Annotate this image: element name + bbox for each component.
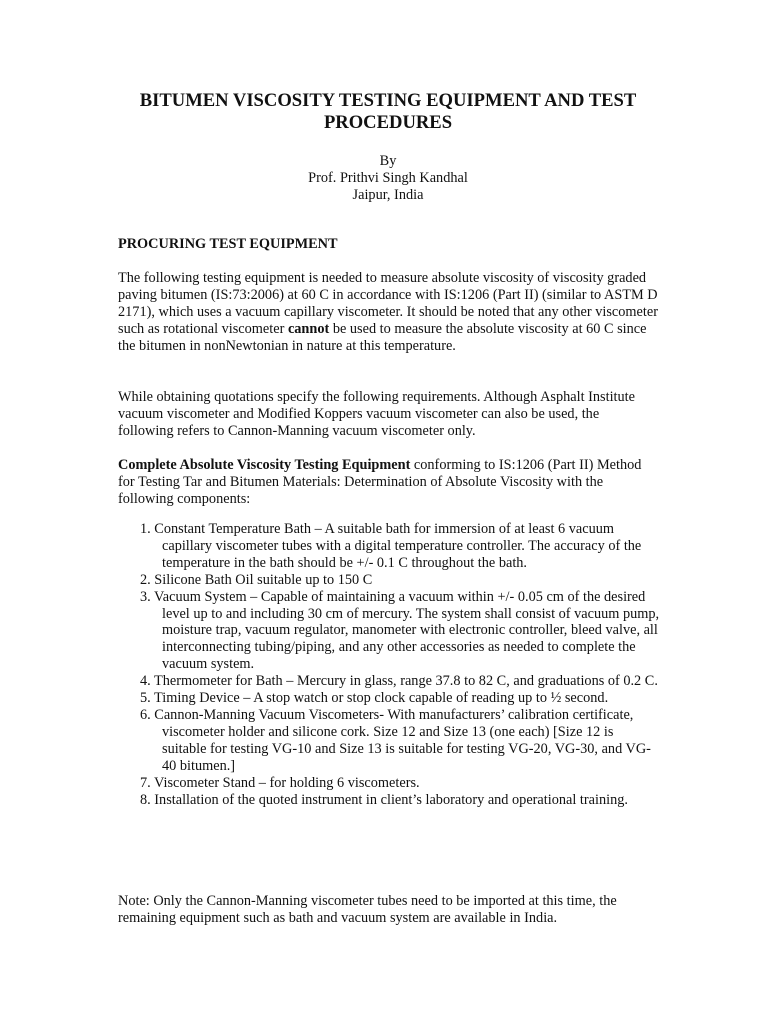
- paragraph-equipment-intro: [118, 270, 658, 355]
- note-paragraph: Note: Only the Cannon-Manning viscometer tubes need to be imported at this time, the remaining equipment such as bath and vacuum system are available in India.: [118, 893, 617, 926]
- list-item: 2. Silicone Bath Oil suitable up to 150 C: [140, 571, 373, 588]
- list-item: 8. Installation of the quoted instrument in client’s laboratory and operational training.: [140, 791, 628, 808]
- list-item: 3. Vacuum System – Capable of maintaining a vacuum within +/- 0.05 cm of the desired level up to and including 30 cm of mercury. The system shall consist of vacuum pump, moisture trap, vacuum regulator, manometer with electronic controller, bleed valve, all interconnecting tubing/piping, and any other accessories as needed to complete the vacuum system.: [140, 588, 660, 673]
- byline-by: By: [379, 153, 397, 169]
- emphasis-complete-equipment: Complete Absolute Viscosity Testing Equipment: [118, 457, 411, 473]
- byline-location: Jaipur, India: [352, 186, 424, 203]
- emphasis-cannot: cannot: [287, 320, 330, 337]
- list-item: 6. Cannon-Manning Vacuum Viscometers- With manufacturers’ calibration certificate, viscometer holder and silicone cork. Size 12 and Size 13 (one each) [Size 12 is suitable for testing VG-10 and Size 13 is suitable for testing VG-20, VG-30, and VG-40 bitumen.]: [140, 706, 651, 774]
- document-title: BITUMEN VISCOSITY TESTING EQUIPMENT AND TEST PROCEDURES: [139, 90, 637, 133]
- section-heading: PROCURING TEST EQUIPMENT: [118, 236, 338, 252]
- list-item: 4. Thermometer for Bath – Mercury in glass, range 37.8 to 82 C, and graduations of 0.2 C.: [140, 673, 658, 690]
- paragraph-complete-equipment: [118, 457, 658, 508]
- components-list: [140, 521, 660, 808]
- paragraph-text: The following testing equipment is needed to measure absolute viscosity of viscosity graded paving bitumen (IS:73:2006) at 60 C in accordance with IS:1206 (Part II) (similar to ASTM D 2171), which uses a vacuum capillary viscometer. It should be noted that any other viscometer such as rotational viscometer: [118, 270, 658, 337]
- list-item: 1. Constant Temperature Bath – A suitable bath for immersion of at least 6 vacuum capillary viscometer tubes with a digital temperature controller. The accuracy of the temperature in the bath should be +/- 0.1 C throughout the bath.: [140, 521, 642, 571]
- byline: [118, 153, 658, 204]
- byline-author: Prof. Prithvi Singh Kandhal: [308, 169, 468, 186]
- paragraph-text: conforming to IS:1206 (Part II) Method for Testing Tar and Bitumen Materials: Determination of Absolute Viscosity with the following components:: [118, 457, 642, 507]
- list-item: 5. Timing Device – A stop watch or stop clock capable of reading up to ½ second.: [140, 690, 609, 707]
- paragraph-text: be used to measure the absolute viscosity at 60 C since the bitumen in nonNewtonian in nature at this temperature.: [118, 320, 647, 354]
- paragraph-quotations: While obtaining quotations specify the following requirements. Although Asphalt Institute vacuum viscometer and Modified Koppers vacuum viscometer can also be used, the following refers to Cannon-Manning vacuum viscometer only.: [118, 389, 635, 439]
- list-item: 7. Viscometer Stand – for holding 6 viscometers.: [140, 774, 420, 791]
